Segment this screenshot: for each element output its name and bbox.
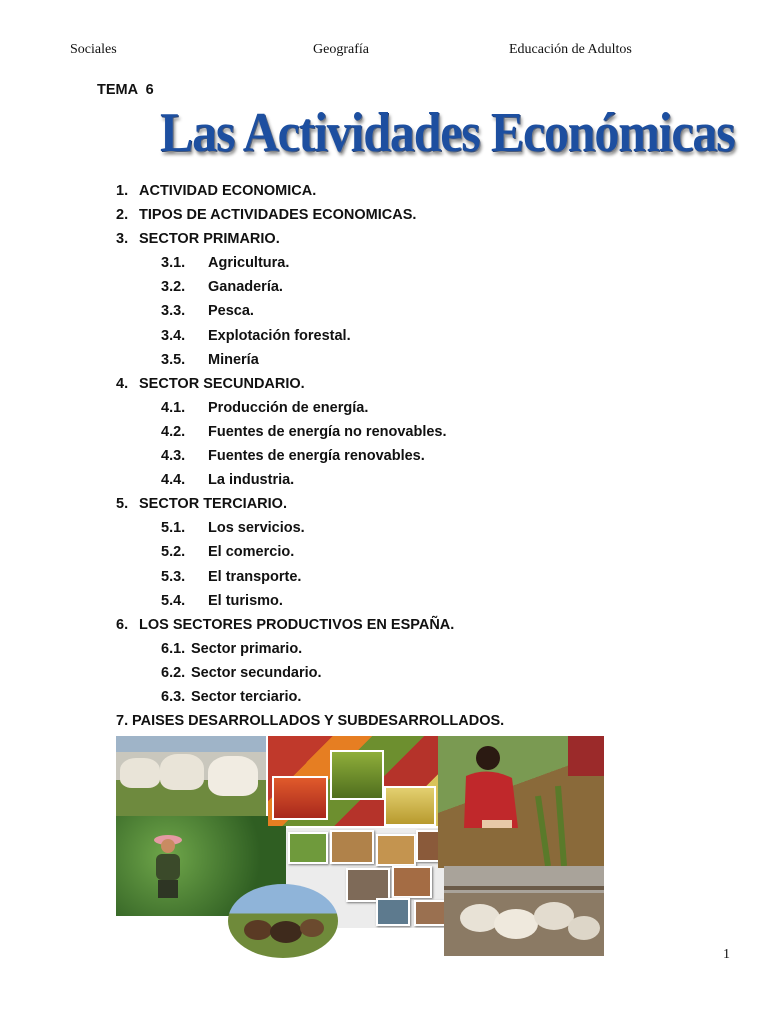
vegetables-tile bbox=[330, 750, 384, 800]
toc-subitem bbox=[0, 397, 768, 421]
produce-tile bbox=[384, 786, 436, 826]
toc-subitem bbox=[0, 662, 768, 686]
header-course: Educación de Adultos bbox=[509, 42, 632, 57]
toc-number: 3. bbox=[116, 231, 129, 248]
toc-text: Fuentes de energía renovables. bbox=[208, 448, 425, 465]
toc-number: 4.4. bbox=[161, 472, 186, 489]
toc-text: El comercio. bbox=[208, 544, 295, 561]
toc-number: 4.3. bbox=[161, 448, 186, 465]
fruit-tile bbox=[272, 776, 328, 820]
tema-label: TEMA 6 bbox=[97, 82, 154, 98]
toc-text: Fuentes de energía no renovables. bbox=[208, 423, 447, 440]
header-subject: Sociales bbox=[70, 42, 117, 57]
farmer-figure bbox=[146, 830, 190, 900]
toc-number: 3.4. bbox=[161, 327, 186, 344]
toc-number: 5.3. bbox=[161, 568, 186, 585]
toc-text: Ganadería. bbox=[208, 279, 283, 296]
toc-subitem bbox=[0, 517, 768, 541]
toc-text: La industria. bbox=[208, 472, 295, 489]
transport-tile bbox=[346, 868, 390, 902]
food-products-photo bbox=[268, 736, 438, 826]
toc-subitem bbox=[0, 300, 768, 324]
market-tile bbox=[376, 834, 416, 866]
page-header bbox=[0, 42, 768, 62]
toc-text: PAISES DESARROLLADOS Y SUBDESARROLLADOS. bbox=[132, 713, 505, 730]
toc-number: 6. bbox=[116, 616, 129, 633]
toc-text: LOS SECTORES PRODUCTIVOS EN ESPAÑA. bbox=[139, 616, 455, 633]
toc-text: El transporte. bbox=[208, 568, 302, 585]
toc-text: SECTOR TERCIARIO. bbox=[139, 496, 287, 513]
toc-item bbox=[0, 710, 768, 734]
toc-subitem bbox=[0, 421, 768, 445]
toc-number: 7. bbox=[116, 713, 129, 730]
toc-number: 3.1. bbox=[161, 255, 186, 272]
cow-shape bbox=[160, 754, 204, 790]
toc-number: 5. bbox=[116, 496, 129, 513]
cattle-photo bbox=[116, 736, 266, 816]
livestock-figure bbox=[228, 884, 338, 958]
toc-subitem bbox=[0, 349, 768, 373]
sheep-figure bbox=[444, 866, 604, 956]
toc-item bbox=[0, 373, 768, 397]
toc-number: 4.2. bbox=[161, 423, 186, 440]
toc-subitem bbox=[0, 638, 768, 662]
cow-shape bbox=[120, 758, 160, 788]
toc-subitem bbox=[0, 252, 768, 276]
agriculture-worker-photo bbox=[438, 736, 604, 868]
toc-number: 3.2. bbox=[161, 279, 186, 296]
commerce-tile bbox=[376, 898, 410, 926]
toc-subitem bbox=[0, 566, 768, 590]
toc-number: 6.1. bbox=[161, 640, 186, 657]
toc-number: 6.3. bbox=[161, 688, 186, 705]
toc-item bbox=[0, 493, 768, 517]
toc-item bbox=[0, 614, 768, 638]
toc-number: 6.2. bbox=[161, 664, 186, 681]
toc-subitem bbox=[0, 541, 768, 565]
toc-text: Pesca. bbox=[208, 303, 254, 320]
toc-subitem bbox=[0, 686, 768, 710]
page-number: 1 bbox=[723, 947, 730, 962]
toc-text: SECTOR PRIMARIO. bbox=[139, 231, 280, 248]
toc-subitem bbox=[0, 469, 768, 493]
toc-text: Producción de energía. bbox=[208, 399, 369, 416]
toc-number: 3.3. bbox=[161, 303, 186, 320]
toc-subitem bbox=[0, 590, 768, 614]
toc-text: Agricultura. bbox=[208, 255, 290, 272]
toc-number: 5.4. bbox=[161, 592, 186, 609]
toc-item bbox=[0, 180, 768, 204]
field-tile bbox=[288, 832, 328, 864]
sheep-pen-photo bbox=[444, 866, 604, 956]
toc-subitem bbox=[0, 276, 768, 300]
toc-item bbox=[0, 228, 768, 252]
table-of-contents bbox=[0, 180, 768, 734]
toc-number: 4.1. bbox=[161, 399, 186, 416]
toc-text: Minería bbox=[208, 351, 259, 368]
toc-text: Explotación forestal. bbox=[208, 327, 351, 344]
toc-text: ACTIVIDAD ECONOMICA. bbox=[139, 183, 317, 199]
livestock-oval-photo bbox=[228, 884, 338, 958]
toc-text: Sector secundario. bbox=[191, 664, 322, 681]
factory-tile bbox=[330, 830, 374, 864]
toc-text: Los servicios. bbox=[208, 520, 305, 537]
tourism-tile bbox=[392, 866, 432, 898]
toc-number: 3.5. bbox=[161, 351, 186, 368]
toc-number: 1. bbox=[116, 183, 129, 199]
toc-item bbox=[0, 204, 768, 228]
worker-figure bbox=[438, 736, 604, 868]
toc-text: Sector primario. bbox=[191, 640, 303, 657]
toc-number: 5.2. bbox=[161, 544, 186, 561]
toc-text: SECTOR SECUNDARIO. bbox=[139, 375, 305, 392]
toc-subitem bbox=[0, 445, 768, 469]
toc-number: 2. bbox=[116, 207, 129, 224]
cow-shape bbox=[208, 756, 258, 796]
header-topic: Geografía bbox=[313, 42, 369, 57]
toc-number: 5.1. bbox=[161, 520, 186, 537]
toc-text: Sector terciario. bbox=[191, 688, 302, 705]
toc-subitem bbox=[0, 325, 768, 349]
page-title: Las Actividades Económicas bbox=[160, 100, 735, 164]
toc-text: El turismo. bbox=[208, 592, 283, 609]
economic-activities-collage bbox=[116, 736, 616, 958]
toc-number: 4. bbox=[116, 375, 129, 392]
toc-text: TIPOS DE ACTIVIDADES ECONOMICAS. bbox=[139, 207, 417, 224]
